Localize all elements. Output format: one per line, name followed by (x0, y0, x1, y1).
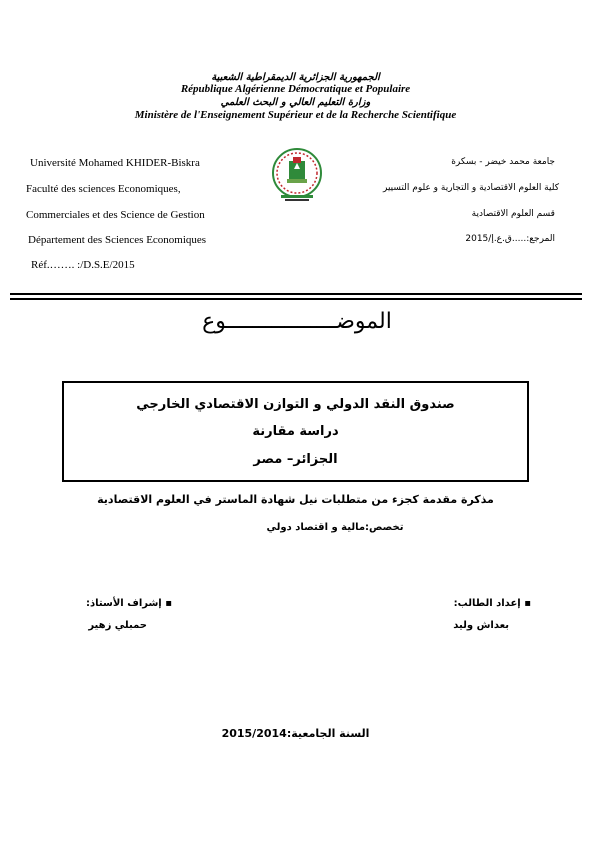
header-divider-bottom (10, 298, 582, 300)
university-logo (271, 147, 323, 205)
bullet-icon: ▪ (161, 598, 172, 609)
subject-heading: الموضـــــــــــــــــوع (202, 309, 392, 334)
supervisor-label-text: إشراف الأستاذ: (86, 598, 162, 609)
republic-arabic: الجمهورية الجزائرية الديمقراطية الشعبية (211, 72, 380, 83)
university-name-ar: جامعة محمد خيضر - بسكرة (451, 157, 555, 167)
faculty-name-ar: كلية العلوم الاقتصادية و التجارية و علوم التسيير (383, 183, 559, 193)
thesis-title: صندوق النقد الدولي و التوازن الاقتصادي الخارجي (136, 397, 455, 412)
supervisor-name: حمبلي زهير (88, 620, 147, 631)
department-name-fr: Département des Sciences Economiques (28, 234, 207, 246)
student-label (454, 598, 531, 609)
reference-ar: المرجع:.....ق.ع.إ/2015 (465, 234, 555, 244)
ministry-arabic: وزارة التعليم العالي و البحث العلمي (220, 97, 371, 108)
republic-french: République Algérienne Démocratique et Populaire (180, 83, 411, 95)
faculty-name-fr-2: Commerciales et des Science de Gestion (26, 209, 205, 221)
reference-fr: Réf.……. :/D.S.E/2015 (31, 259, 135, 271)
student-name: بعداش وليد (453, 620, 509, 631)
university-name-fr: Université Mohamed KHIDER-Biskra (30, 157, 200, 169)
supervisor-label (86, 598, 172, 609)
academic-year: السنة الجامعية:2015/2014 (221, 727, 370, 740)
ministry-french: Ministère de l'Enseignement Supérieur et de la Recherche Scientifique (134, 109, 457, 121)
department-name-ar: قسم العلوم الاقتصادية (471, 209, 555, 219)
memo-statement: مذكرة مقدمة كجزء من متطلبات نيل شهادة الماستر في العلوم الاقتصادية (97, 493, 494, 506)
thesis-countries: الجزائر– مصر (253, 452, 338, 467)
bullet-icon: ▪ (520, 598, 531, 609)
specialty: تخصص:مالية و اقتصاد دولي (266, 522, 404, 533)
header-divider-top (10, 293, 582, 295)
thesis-subtitle: دراسة مقارنة (252, 424, 339, 439)
student-label-text: إعداد الطالب: (453, 598, 521, 609)
faculty-name-fr: Faculté des sciences Economiques, (26, 183, 181, 195)
